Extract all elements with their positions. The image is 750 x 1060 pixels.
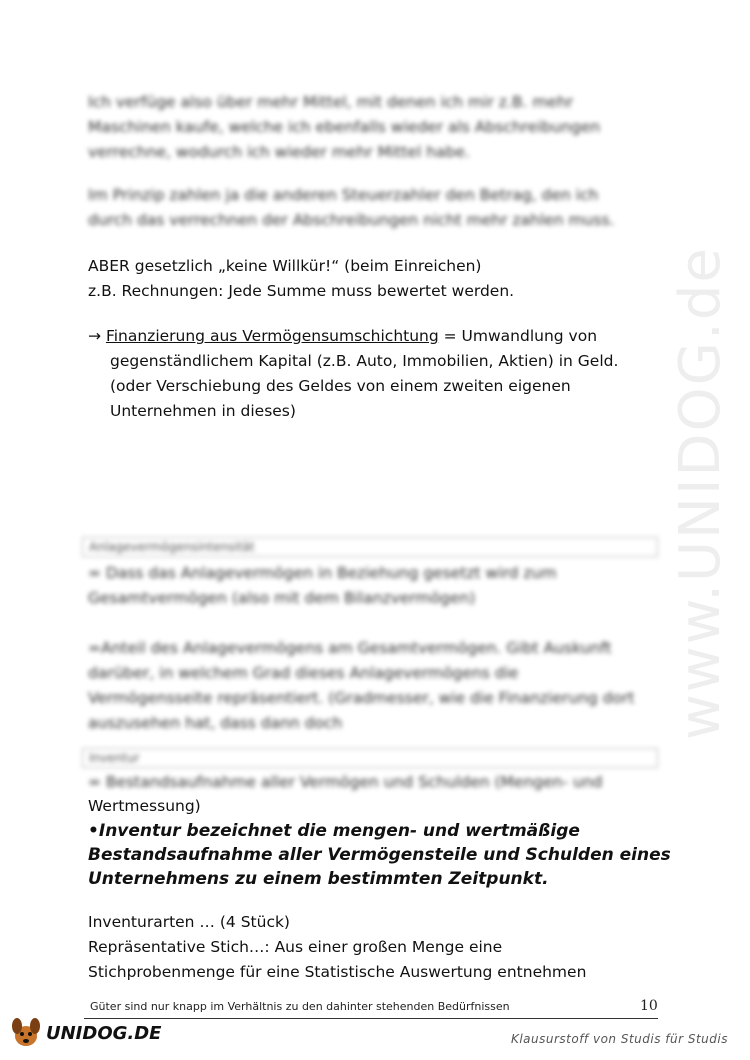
box-header-anlagevermoegen: Anlagevermögensintensität <box>82 537 658 557</box>
footer-divider <box>84 1018 658 1019</box>
text-line: Wertmessung) <box>88 797 201 815</box>
section-a <box>88 254 514 304</box>
text-line: Im Prinzip zahlen ja die anderen Steuerzahler den Betrag, den ich <box>88 186 599 204</box>
arrow-icon: → <box>88 327 101 345</box>
financing-first-line <box>88 324 618 349</box>
text-line: Inventurarten … (4 Stück) <box>88 913 290 931</box>
box2-content <box>88 794 671 891</box>
inventory-types <box>88 910 586 985</box>
financing-paragraph <box>88 324 618 424</box>
text-line: Stichprobenmenge für eine Statistische Auswertung entnehmen <box>88 963 587 981</box>
box2-blurred-line: = Bestandsaufnahme aller Vermögen und Schulden (Mengen- und <box>88 773 603 791</box>
text-line: = Dass das Anlagevermögen in Beziehung gesetzt wird zum <box>88 564 557 582</box>
text-line: Maschinen kaufe, welche ich ebenfalls wieder als Abschreibungen <box>88 118 601 136</box>
watermark: www.UNIDOG.de <box>668 246 733 740</box>
footer-tagline: Klausurstoff von Studis für Studis <box>510 1032 728 1046</box>
text-line <box>88 611 634 636</box>
definition-line: Unternehmens zu einem bestimmten Zeitpunkt. <box>88 869 549 889</box>
definition-line: •Inventur bezeichnet die mengen- und wertmäßige <box>88 821 580 841</box>
logo-text: UNIDOG.DE <box>46 1022 162 1044</box>
text-line: Gesamtvermögen (also mit dem Bilanzvermögen) <box>88 589 476 607</box>
text-line: durch das verrechnen der Abschreibungen nicht mehr zahlen muss. <box>88 211 615 229</box>
box-header-inventur: Inventur <box>82 748 658 768</box>
text-line: =Anteil des Anlagevermögens am Gesamtvermögen. Gibt Auskunft <box>88 639 612 657</box>
financing-definition: = Umwandlung von <box>438 327 598 345</box>
text-line: darüber, in welchem Grad dieses Anlagevermögens die <box>88 664 519 682</box>
text-line: Ich verfüge also über mehr Mittel, mit denen ich mir z.B. mehr <box>88 93 574 111</box>
logo <box>8 1016 161 1050</box>
text-line: z.B. Rechnungen: Jede Summe muss bewertet werden. <box>88 282 515 300</box>
footer-text: Güter sind nur knapp im Verhältnis zu den dahinter stehenden Bedürfnissen <box>90 1000 510 1013</box>
blurred-paragraph-2 <box>88 183 614 233</box>
text-line: auszusehen hat, dass dann doch <box>88 714 343 732</box>
financing-term: Finanzierung aus Vermögensumschichtung <box>105 327 439 345</box>
box1-content <box>88 561 634 736</box>
text-line: gegenständlichem Kapital (z.B. Auto, Immobilien, Aktien) in Geld. <box>110 352 619 370</box>
definition-line: Bestandsaufnahme aller Vermögensteile und Schulden eines <box>88 845 671 865</box>
page-number: 10 <box>640 998 658 1014</box>
blurred-paragraph-1 <box>88 90 600 165</box>
dog-icon <box>8 1016 44 1050</box>
text-line: Vermögensseite repräsentiert. (Gradmesser, wie die Finanzierung dort <box>88 689 635 707</box>
text-line: Unternehmen in dieses) <box>110 402 296 420</box>
text-line: Repräsentative Stich…: Aus einer großen Menge eine <box>88 938 503 956</box>
text-line: verrechne, wodurch ich wieder mehr Mittel habe. <box>88 143 470 161</box>
text-line: ABER gesetzlich „keine Willkür!“ (beim Einreichen) <box>88 257 482 275</box>
text-line: (oder Verschiebung des Geldes von einem zweiten eigenen <box>110 377 571 395</box>
